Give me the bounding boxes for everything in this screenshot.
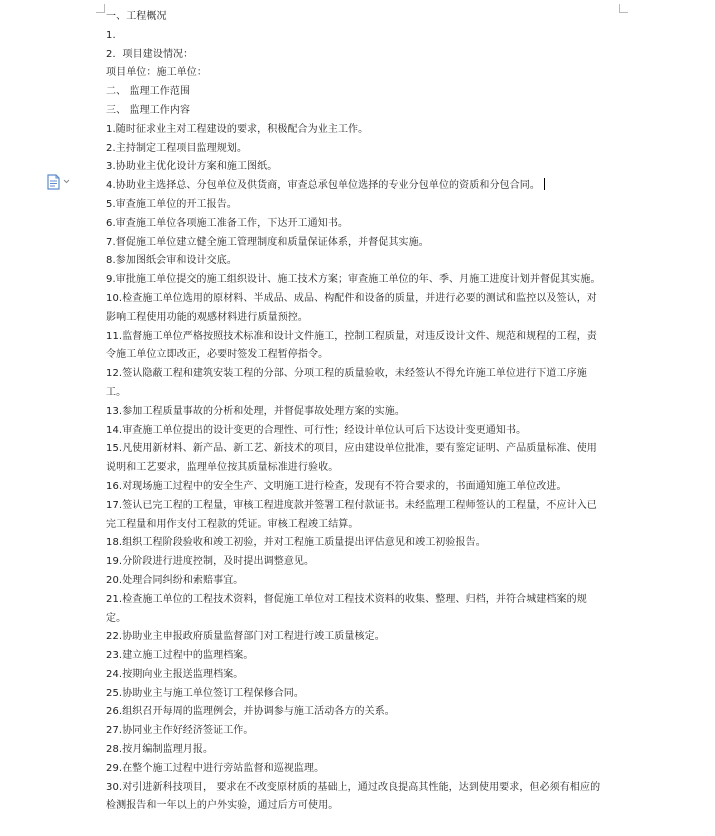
list-item: 29.在整个施工过程中进行旁站监督和巡视监理。 (106, 762, 325, 774)
list-item: 27.协同业主作好经济签证工作。 (106, 725, 254, 737)
list-item: 1.随时征求业主对工程建设的要求，积极配合为业主工作。 (106, 123, 369, 135)
overview-item-2: 2．项目建设情况： (106, 48, 194, 60)
list-item: 24.按期向业主报送监理档案。 (106, 668, 244, 680)
list-item: 23.建立施工过程中的监理档案。 (106, 650, 254, 662)
list-item: 19.分阶段进行进度控制，及时提出调整意见。 (106, 556, 315, 568)
margin-mark-top-left (96, 4, 105, 13)
list-item-text: 4.协助业主选择总、分包单位及供货商，审查总承包单位选择的专业分包单位的资质和分包合同。 (106, 180, 540, 192)
list-item: 18.组织工程阶段验收和竣工初验，并对工程施工质量提出评估意见和竣工初验报告。 (106, 537, 486, 549)
list-item: 11.监督施工单位严格按照技术标准和设计文件施工，控制工程质量，对违反设计文件、规范和规程的工程，责令施工单位立即改正，必要时签发工程暂停指令。 (106, 330, 597, 361)
project-units-line: 项目单位：施工单位： (106, 67, 207, 79)
list-item: 12.签认隐蔽工程和建筑安装工程的分部、分项工程的质量验收，未经签认不得允许施工单位进行下道工序施工。 (106, 368, 587, 398)
list-item: 22.协助业主申报政府质量监督部门对工程进行竣工质量核定。 (106, 631, 385, 643)
list-item: 21.检查施工单位的工程技术资料，督促施工单位对工程技术资料的收集、整理、归档，并符合城建档案的规定。 (106, 593, 587, 624)
list-item: 30.对引进新科技项目， 要求在不改变原材质的基础上，通过改良提高其性能，达到使用要求，但必须有相应的检测报告和一年以上的户外实验，通过后方可使用。 (106, 781, 601, 812)
list-item: 10.检查施工单位选用的原材料、半成品、成品、构配件和设备的质量，并进行必要的测试和监控以及签认，对影响工程使用功能的观感材料进行质量预控。 (106, 292, 597, 323)
list-item: 25.协助业主与施工单位签订工程保修合同。 (106, 687, 305, 699)
list-item: 14.审查施工单位提出的设计变更的合理性、可行性；经设计单位认可后下达设计变更通知书。 (106, 424, 527, 436)
list-item: 7.督促施工单位建立健全施工管理制度和质量保证体系，并督促其实施。 (106, 236, 429, 248)
list-item: 6.审查施工单位各项施工准备工作，下达开工通知书。 (106, 217, 349, 229)
list-item: 15.凡使用新材料、新产品、新工艺、新技术的项目，应由建设单位批准，要有鉴定证明、产品质量标准、使用说明和工艺要求，监理单位按其质量标准进行验收。 (106, 443, 597, 474)
list-item: 16.对现场施工过程中的安全生产、文明施工进行检查，发现有不符合要求的，书面通知施工单位改进。 (106, 480, 567, 492)
list-item: 17.签认已完工程的工程量，审核工程进度款并签署工程付款证书。未经监理工程师签认的工程量，不应计入已完工程量和用作支付工程款的凭证。审核工程竣工结算。 (106, 499, 597, 530)
overview-item-1: 1. (106, 29, 116, 41)
list-item: 13.参加工程质量事故的分析和处理，并督促事故处理方案的实施。 (106, 405, 406, 417)
list-item-with-cursor[interactable] (106, 177, 606, 196)
text-cursor (544, 178, 545, 190)
section-heading-overview: 一、工程概况 (106, 11, 167, 22)
document-body (106, 8, 606, 816)
list-item: 8.参加图纸会审和设计交底。 (106, 255, 237, 267)
section-heading-scope: 二、 监理工作范围 (106, 86, 191, 98)
document-icon-glyph (46, 174, 72, 190)
list-item: 20.处理合同纠纷和索赔事宜。 (106, 574, 244, 586)
document-icon[interactable] (46, 174, 72, 190)
list-item: 26.组织召开每周的监理例会，并协调参与施工活动各方的关系。 (106, 706, 395, 718)
margin-mark-top-right (619, 4, 628, 13)
list-item: 28.按月编制监理月报。 (106, 744, 214, 756)
list-item: 3.协助业主优化设计方案和施工图纸。 (106, 161, 278, 173)
list-item: 5.审查施工单位的开工报告。 (106, 198, 237, 210)
list-item: 2.主持制定工程项目监理规划。 (106, 142, 248, 154)
section-heading-content: 三、 监理工作内容 (106, 104, 191, 116)
list-item: 9.审批施工单位提交的施工组织设计、施工技术方案；审查施工单位的年、季、月施工进度计划并督促其实施。 (106, 274, 601, 286)
